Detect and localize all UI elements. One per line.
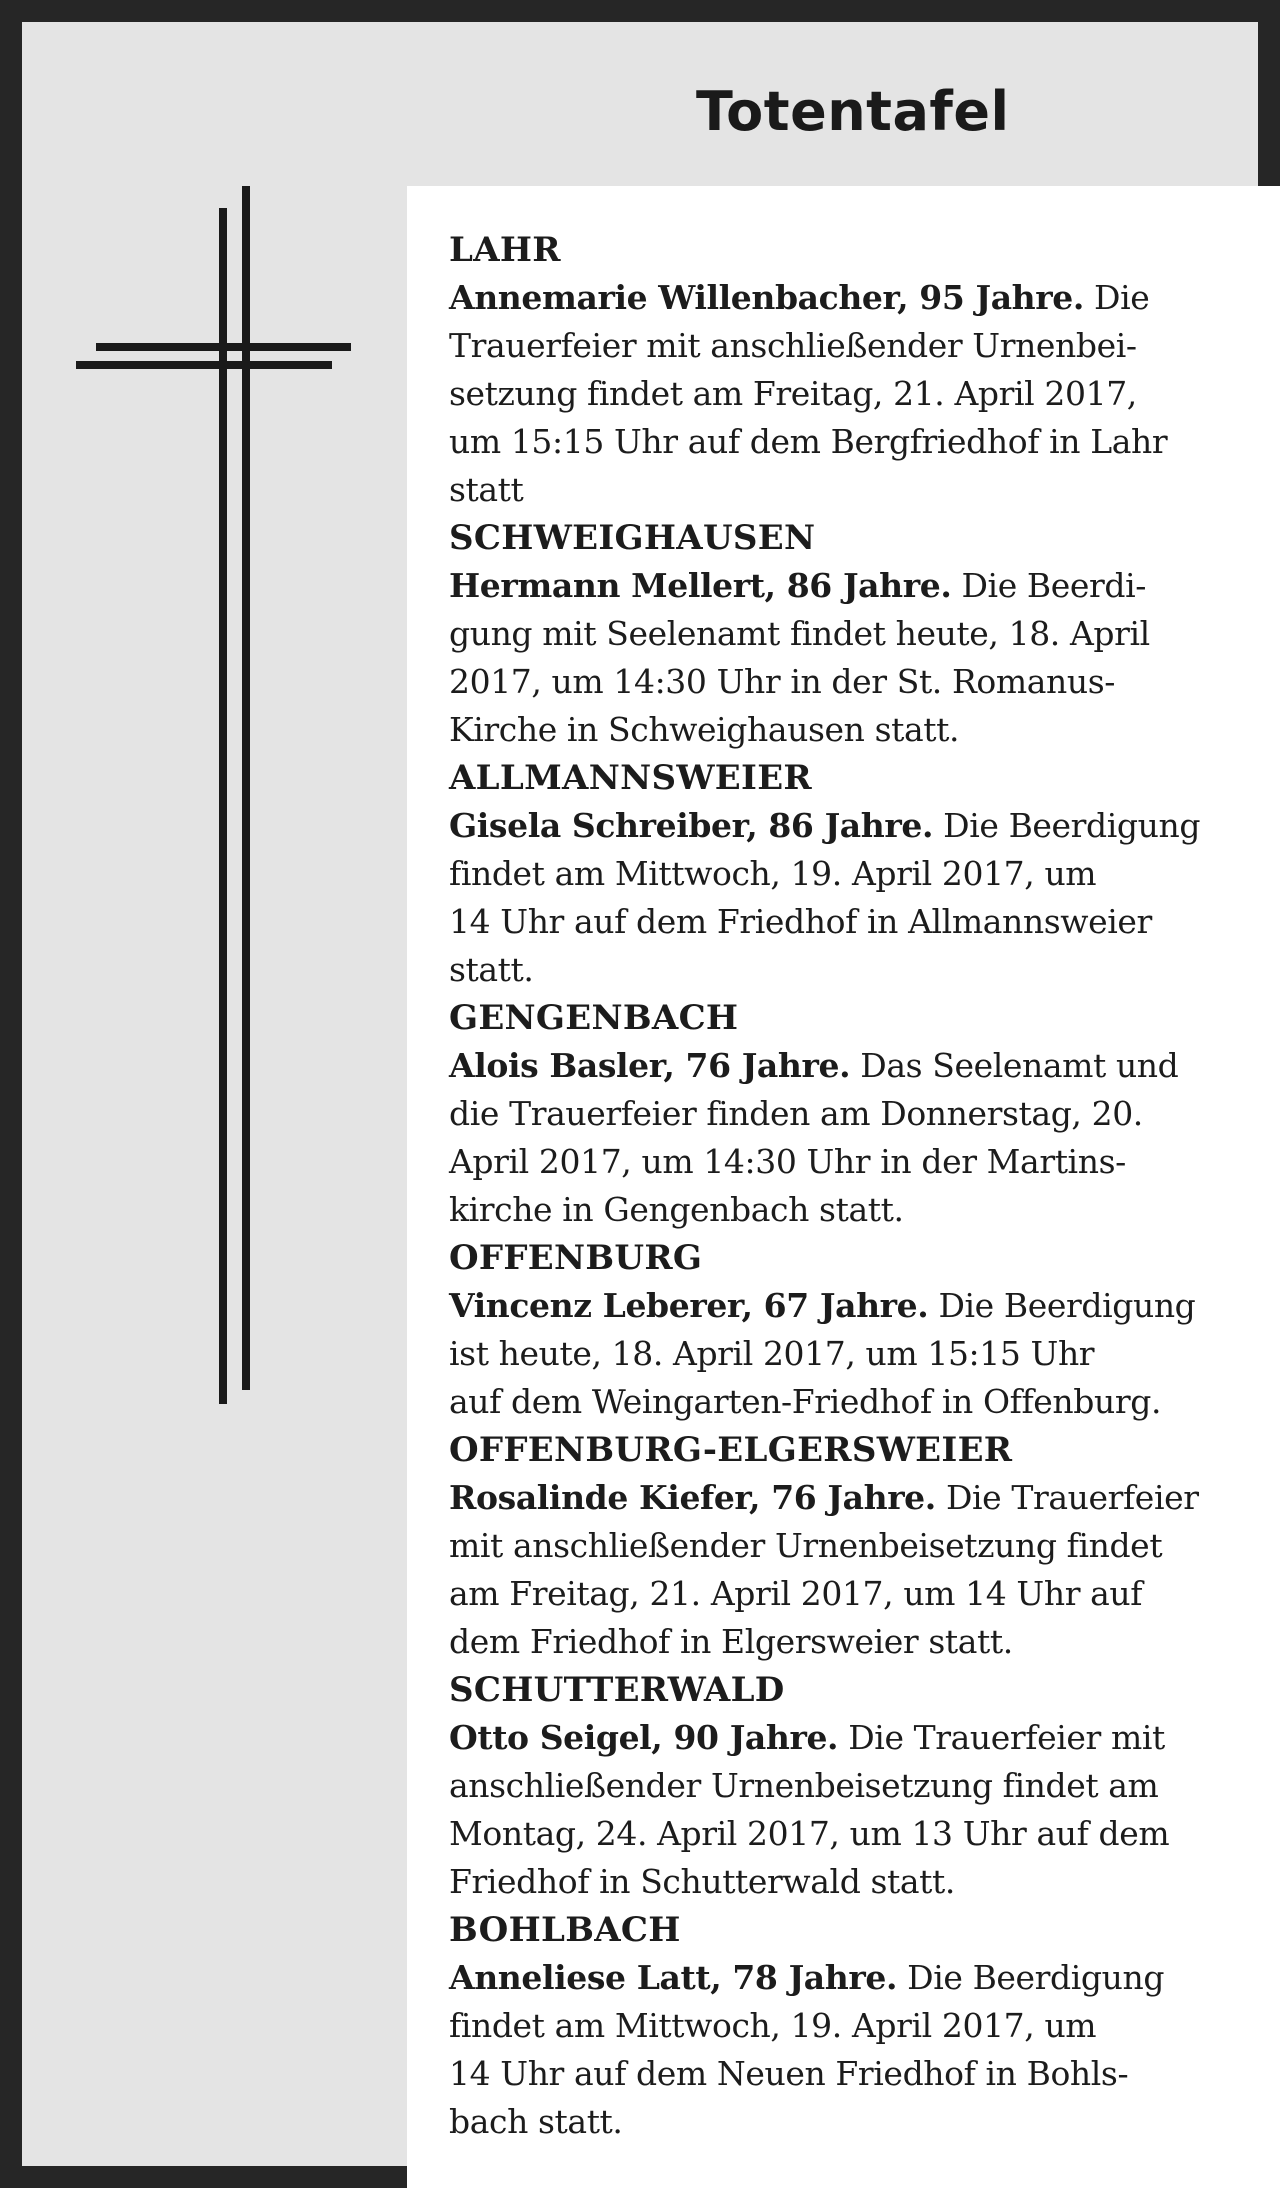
cross-horizontal-bar-lower	[76, 361, 332, 369]
obituary-entry	[449, 514, 1260, 754]
page-title: Totentafel	[696, 80, 1010, 143]
entry-line: Die Beerdigung	[933, 806, 1201, 845]
entry-text	[449, 1042, 1260, 1234]
entry-place: BOHLBACH	[449, 1910, 681, 1950]
entry-text	[449, 1282, 1260, 1426]
obituary-entry	[449, 994, 1260, 1234]
entry-line: 14 Uhr auf dem Friedhof in Allmannsweier	[449, 902, 1152, 941]
entry-line: dem Friedhof in Elgersweier statt.	[449, 1622, 1013, 1661]
entry-name: Rosalinde Kiefer, 76 Jahre.	[449, 1478, 936, 1517]
entry-line: die Trauerfeier finden am Donnerstag, 20.	[449, 1094, 1143, 1133]
obituary-entry	[449, 1906, 1260, 2146]
entry-line: Das Seelenamt und	[850, 1046, 1179, 1085]
entry-name: Gisela Schreiber, 86 Jahre.	[449, 806, 934, 845]
entry-line: Friedhof in Schutterwald statt.	[449, 1862, 955, 1901]
entry-line: auf dem Weingarten-Friedhof in Offenburg.	[449, 1382, 1162, 1421]
entry-text	[449, 274, 1260, 514]
entry-name: Vincenz Leberer, 67 Jahre.	[449, 1286, 929, 1325]
entry-line: kirche in Gengenbach statt.	[449, 1190, 904, 1229]
entry-line: 2017, um 14:30 Uhr in der St. Romanus-	[449, 662, 1116, 701]
entry-place: OFFENBURG-ELGERSWEIER	[449, 1430, 1013, 1470]
obituary-list	[407, 186, 1280, 2188]
entry-text	[449, 1714, 1260, 1906]
entry-text	[449, 802, 1260, 994]
entry-line: bach statt.	[449, 2102, 623, 2141]
entry-line: findet am Mittwoch, 19. April 2017, um	[449, 2006, 1097, 2045]
entry-text	[449, 1954, 1260, 2146]
entry-line: gung mit Seelenamt findet heute, 18. April	[449, 614, 1150, 653]
obituary-entry	[449, 1666, 1260, 1906]
entry-place: ALLMANNSWEIER	[449, 758, 812, 798]
entry-place: LAHR	[449, 230, 561, 270]
entry-line: um 15:15 Uhr auf dem Bergfriedhof in Lahr	[449, 422, 1168, 461]
entry-line: ist heute, 18. April 2017, um 15:15 Uhr	[449, 1334, 1095, 1373]
obituary-entry	[449, 1234, 1260, 1426]
entry-name: Annemarie Willenbacher, 95 Jahre.	[449, 278, 1084, 317]
cross-icon	[76, 186, 366, 1426]
entry-line: Trauerfeier mit anschließender Urnenbei-	[449, 326, 1137, 365]
entry-line: setzung findet am Freitag, 21. April 2017,	[449, 374, 1137, 413]
cross-vertical-bar-left	[219, 208, 227, 1404]
entry-line: Montag, 24. April 2017, um 13 Uhr auf dem	[449, 1814, 1170, 1853]
entry-place: SCHUTTERWALD	[449, 1670, 785, 1710]
entry-line: mit anschließender Urnenbeisetzung findet	[449, 1526, 1163, 1565]
entry-line: Die Beerdigung	[897, 1958, 1165, 1997]
entry-text	[449, 562, 1260, 754]
entry-text	[449, 1474, 1260, 1666]
entry-name: Anneliese Latt, 78 Jahre.	[449, 1958, 898, 1997]
entry-place: GENGENBACH	[449, 998, 739, 1038]
entry-line: Die	[1083, 278, 1150, 317]
entry-line: Die Trauerfeier mit	[838, 1718, 1165, 1757]
entry-line: April 2017, um 14:30 Uhr in der Martins-	[449, 1142, 1126, 1181]
entry-line: statt	[449, 470, 524, 509]
entry-place: OFFENBURG	[449, 1238, 703, 1278]
entry-line: Die Beerdigung	[928, 1286, 1196, 1325]
entry-line: Kirche in Schweighausen statt.	[449, 710, 960, 749]
entry-line: Die Beerdi-	[951, 566, 1147, 605]
obituary-entry	[449, 226, 1260, 514]
entry-line: anschließender Urnenbeisetzung findet am	[449, 1766, 1159, 1805]
entry-name: Alois Basler, 76 Jahre.	[449, 1046, 851, 1085]
entry-line: statt.	[449, 950, 534, 989]
obituary-entry	[449, 1426, 1260, 1666]
obituary-entry	[449, 754, 1260, 994]
entry-line: Die Trauerfeier	[935, 1478, 1199, 1517]
entry-line: findet am Mittwoch, 19. April 2017, um	[449, 854, 1097, 893]
cross-horizontal-bar-upper	[96, 343, 351, 351]
entry-name: Otto Seigel, 90 Jahre.	[449, 1718, 839, 1757]
entry-line: am Freitag, 21. April 2017, um 14 Uhr auf	[449, 1574, 1143, 1613]
entry-place: SCHWEIGHAUSEN	[449, 518, 816, 558]
entry-line: 14 Uhr auf dem Neuen Friedhof in Bohls-	[449, 2054, 1129, 2093]
entry-name: Hermann Mellert, 86 Jahre.	[449, 566, 952, 605]
